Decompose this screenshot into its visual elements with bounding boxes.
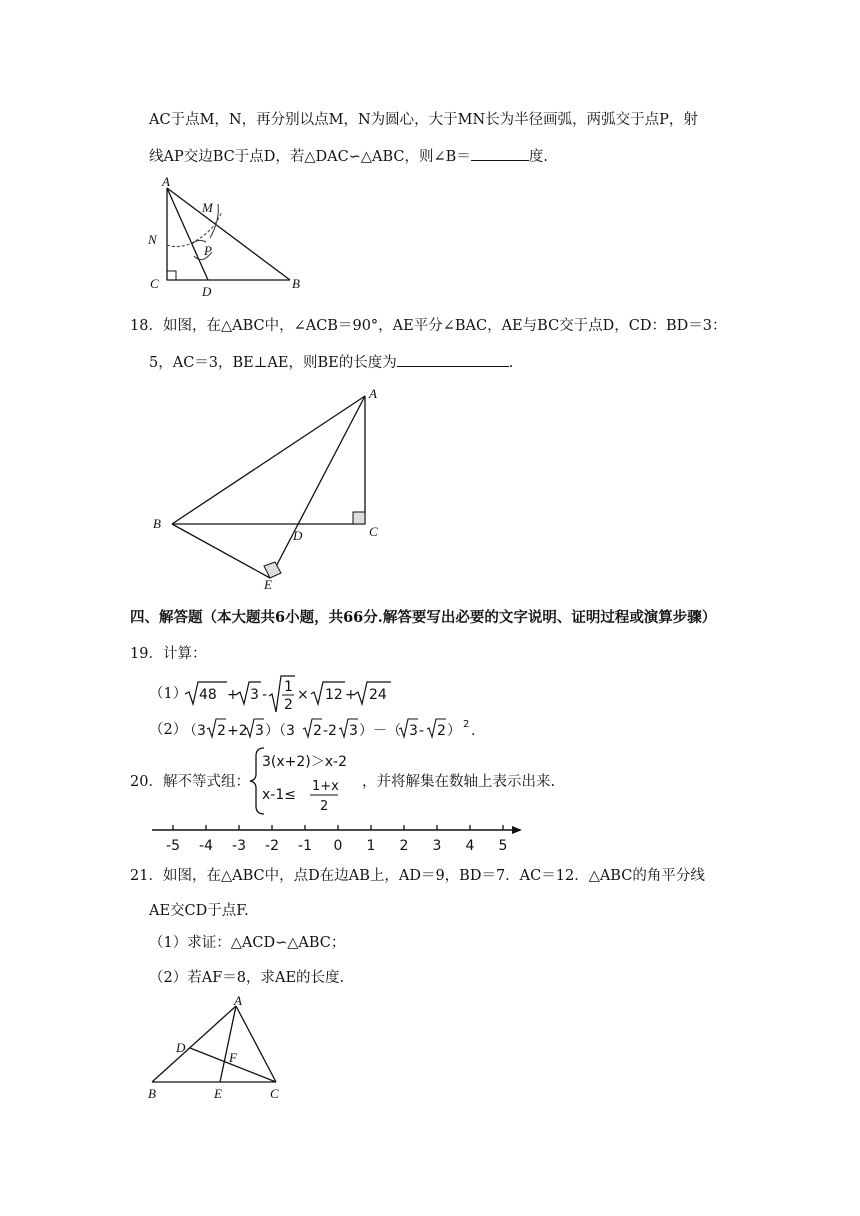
arrow-icon: [512, 826, 522, 834]
q17-line2: [149, 146, 548, 167]
expr-c: ）（3: [265, 723, 295, 739]
q19-part2: [149, 716, 479, 742]
number-line-label: 3: [432, 838, 442, 854]
q21-part2: （2）若AF＝8，求AE的长度.: [149, 970, 345, 986]
q19-part1-expression: [185, 674, 425, 714]
figure-21: [140, 994, 300, 1106]
label-E: E: [264, 577, 272, 592]
expr-a: （3: [183, 723, 206, 739]
label-A: A: [234, 994, 242, 1008]
ineq-frac-num: 1+x: [312, 779, 339, 794]
frac-num: 1: [284, 679, 293, 695]
q17-line2-end: 度.: [528, 149, 548, 165]
label-C: C: [369, 524, 378, 539]
section-heading: 四、解答题（本大题共6小题，共66分.解答要写出必要的文字说明、证明过程或演算步骤）: [130, 609, 717, 626]
radicand: 3: [349, 723, 358, 739]
figure-18: [145, 382, 395, 594]
label-P: P: [204, 243, 212, 258]
number-line: [150, 818, 530, 854]
op-times: ×: [297, 687, 309, 703]
op-plus-2: +: [345, 687, 357, 703]
number-line-label: 1: [366, 838, 376, 854]
q20-intro: 20．解不等式组：: [130, 774, 250, 790]
frac-den: 2: [284, 697, 293, 713]
q19-intro: 19．计算：: [130, 646, 207, 662]
number-line-label: -3: [232, 838, 246, 854]
radicand: 2: [313, 723, 322, 739]
q17-line2-text: 线AP交边BC于点D，若△DAC∽△ABC，则∠B＝: [149, 149, 471, 165]
radicand: 3: [255, 723, 264, 739]
q19-part2-expression: [183, 716, 483, 742]
number-line-label: -2: [265, 838, 279, 854]
number-line-label: 5: [498, 838, 508, 854]
label-A: A: [162, 174, 170, 189]
number-line-label: 0: [333, 838, 343, 854]
radicand-24: 24: [369, 687, 387, 703]
part-label: （2）: [149, 722, 188, 738]
number-line-label: -1: [298, 838, 312, 854]
inequality-1: 3(x+2)＞x-2: [262, 754, 347, 770]
label-M: M: [202, 200, 213, 215]
expr-d: -2: [323, 723, 337, 739]
expr-e: ）－（: [359, 723, 401, 739]
figure-17: [140, 172, 320, 298]
q19-part1: [149, 674, 429, 714]
number-line-label: -5: [166, 838, 180, 854]
q20-tail: ，并将解集在数轴上表示出来.: [362, 774, 556, 790]
inequality-system: [248, 744, 358, 818]
label-B: B: [153, 516, 161, 531]
answer-blank[interactable]: [471, 146, 529, 161]
ineq-frac-den: 2: [320, 799, 329, 814]
part-label: （1）: [149, 686, 188, 702]
label-N: N: [148, 232, 157, 247]
expr-b: +2: [227, 723, 248, 739]
number-line-label: 4: [465, 838, 475, 854]
radicand: 3: [409, 723, 418, 739]
radicand-3: 3: [250, 687, 259, 703]
q18-line2: [149, 352, 513, 373]
label-F: F: [229, 1050, 237, 1065]
number-line-label: 2: [399, 838, 409, 854]
q21-part1: （1）求证：△ACD∽△ABC；: [149, 935, 346, 951]
label-B: B: [292, 276, 300, 291]
expr-f: -: [419, 723, 425, 739]
q18-line2-end: .: [508, 355, 514, 371]
label-C: C: [150, 276, 159, 291]
q18-line2-text: 5，AC＝3，BE⊥AE，则BE的长度为: [149, 355, 397, 371]
answer-blank[interactable]: [397, 352, 509, 367]
op-plus: +: [227, 687, 239, 703]
q18-line1: 18．如图，在△ABC中，∠ACB＝90°，AE平分∠BAC，AE与BC交于点D，CD：BD＝3：: [130, 318, 727, 334]
label-C: C: [270, 1086, 279, 1101]
label-D: D: [176, 1040, 186, 1055]
number-line-label: -4: [199, 838, 213, 854]
radicand-48: 48: [199, 687, 217, 703]
op-minus: -: [262, 687, 268, 703]
q21-line2: AE交CD于点F.: [149, 903, 249, 919]
q17-line1: AC于点M，N，再分别以点M，N为圆心，大于MN长为半径画弧，两弧交于点P，射: [149, 112, 698, 128]
label-A: A: [369, 386, 377, 401]
radicand: 2: [437, 723, 446, 739]
label-D: D: [202, 284, 212, 298]
exponent: 2: [463, 719, 470, 730]
radicand: 2: [217, 723, 226, 739]
expr-g: ）: [447, 723, 461, 739]
label-D: D: [293, 528, 303, 543]
expr-end: .: [471, 723, 476, 739]
q21-line1: 21．如图，在△ABC中，点D在边AB上，AD＝9，BD＝7．AC＝12．△ABC的角平分线: [130, 868, 705, 884]
label-B: B: [148, 1086, 156, 1101]
label-E: E: [214, 1086, 222, 1101]
radicand-12: 12: [325, 687, 343, 703]
inequality-2: x-1≤: [262, 787, 296, 803]
